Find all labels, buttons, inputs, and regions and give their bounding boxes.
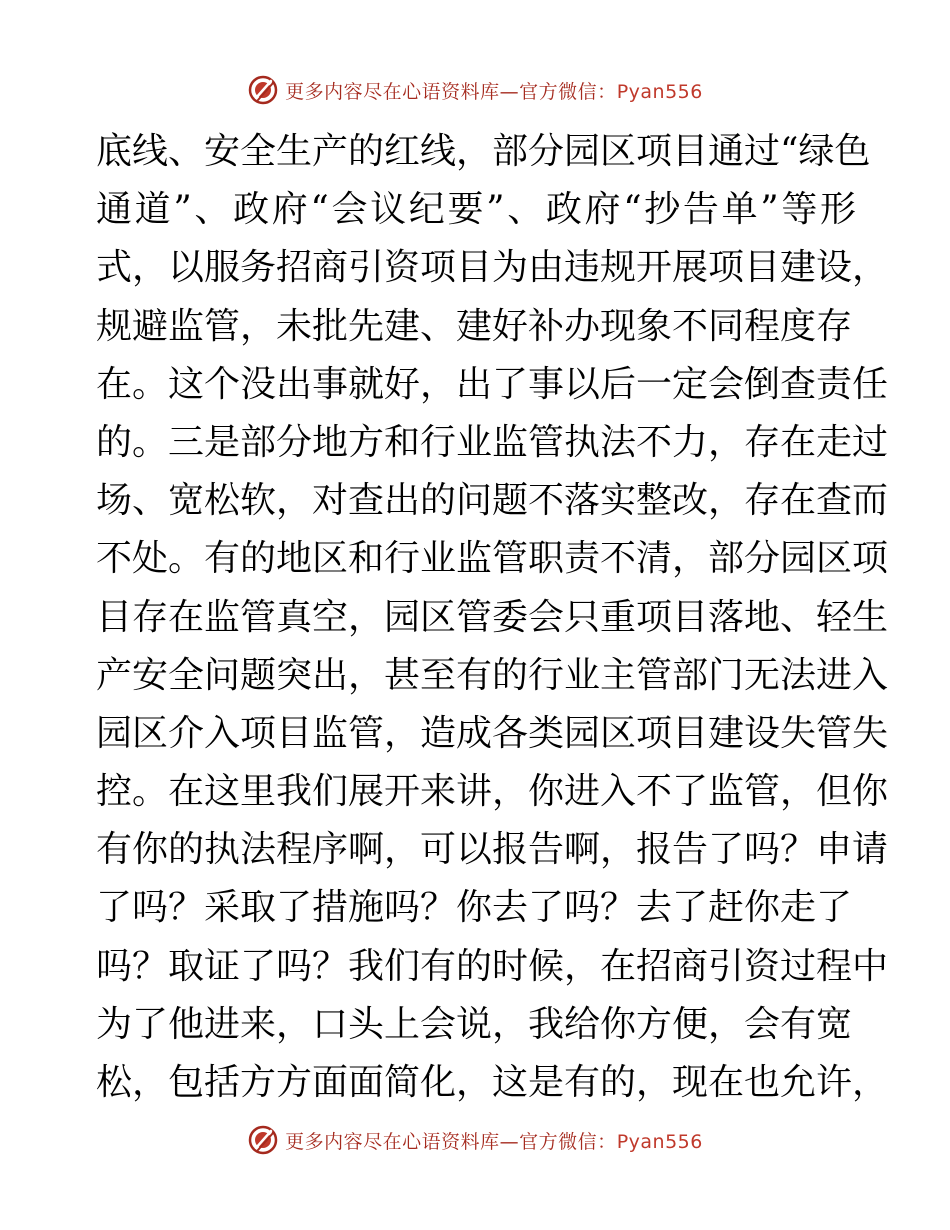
logo-icon xyxy=(247,74,279,106)
watermark-separator: — xyxy=(499,1130,520,1153)
footer-watermark xyxy=(0,1120,950,1160)
text-line: 产安全问题突出，甚至有的行业主管部门无法进入 xyxy=(96,654,889,696)
text-line: 了吗？采取了措施吗？你去了吗？去了赶你走了 xyxy=(96,887,853,929)
watermark-separator: — xyxy=(499,80,520,103)
text-line: 式，以服务招商引资项目为由违规开展项目建设， xyxy=(96,247,889,289)
text-line: 为了他进来，口头上会说，我给你方便，会有宽 xyxy=(96,1003,853,1045)
watermark-site: 更多内容尽在心语资料库 xyxy=(285,1130,500,1153)
text-line: 不处。有的地区和行业监管职责不清，部分园区项 xyxy=(96,538,889,580)
text-line: 控。在这里我们展开来讲，你进入不了监管，但你 xyxy=(96,771,889,813)
header-watermark xyxy=(0,70,950,110)
watermark-site: 更多内容尽在心语资料库 xyxy=(285,80,500,103)
logo-icon xyxy=(247,1124,279,1156)
text-line: 有你的执法程序啊，可以报告啊，报告了吗？申请 xyxy=(96,829,889,871)
text-line: 在。这个没出事就好，出了事以后一定会倒查责任 xyxy=(96,363,889,405)
text-line: 目存在监管真空，园区管委会只重项目落地、轻生 xyxy=(96,596,889,638)
watermark-wechat-label: 官方微信： xyxy=(519,80,617,103)
document-paragraph xyxy=(96,123,889,1112)
watermark-text xyxy=(285,1127,703,1154)
watermark-wechat-id: Pyan556 xyxy=(616,80,703,103)
text-line: 底线、安全生产的红线，部分园区项目通过“绿色 xyxy=(96,131,871,172)
watermark-wechat-label: 官方微信： xyxy=(519,1130,617,1153)
text-line: 场、宽松软，对查出的问题不落实整改，存在查而 xyxy=(96,480,889,522)
text-line: 吗？取证了吗？我们有的时候，在招商引资过程中 xyxy=(96,945,889,987)
text-line: 园区介入项目监管，造成各类园区项目建设失管失 xyxy=(96,712,889,754)
watermark-text xyxy=(285,77,703,104)
text-line: 的。三是部分地方和行业监管执法不力，存在走过 xyxy=(96,421,889,463)
watermark-wechat-id: Pyan556 xyxy=(616,1130,703,1153)
text-line: 通道”、政府“会议纪要”、政府“抄告单”等形 xyxy=(96,189,856,231)
text-line: 松，包括方方面面简化，这是有的，现在也允许， xyxy=(96,1062,889,1103)
text-line: 规避监管，未批先建、建好补办现象不同程度存 xyxy=(96,305,853,347)
